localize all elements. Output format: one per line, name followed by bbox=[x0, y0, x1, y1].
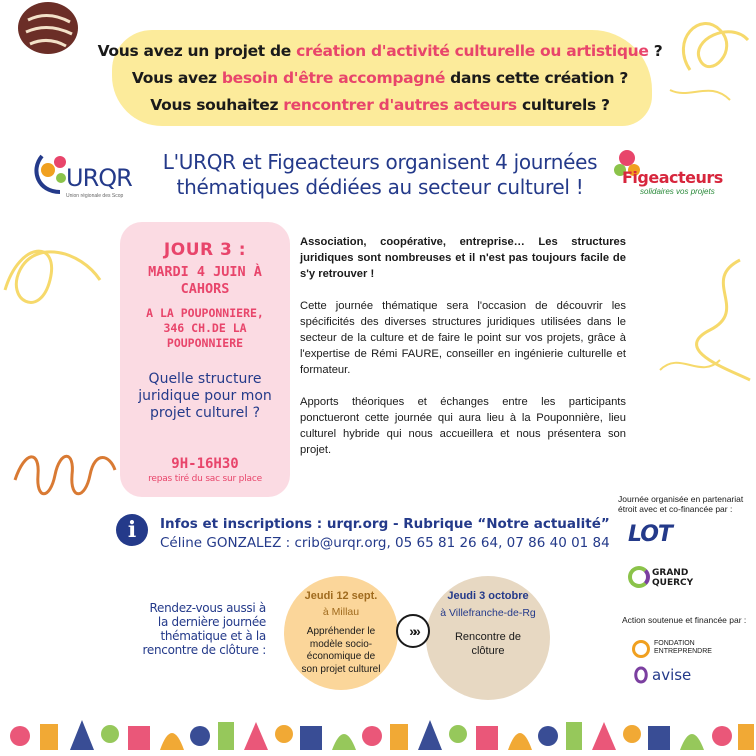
event-description bbox=[300, 234, 626, 474]
partner-note: Journée organisée en partenariat étroit avec et co-financée par : bbox=[618, 494, 744, 514]
rdv-line-2: la dernière journée bbox=[157, 615, 266, 629]
lot-logo: LOT bbox=[628, 522, 672, 547]
left-loops-decoration bbox=[10, 440, 120, 520]
chevrons-right-icon: »» bbox=[396, 614, 430, 648]
footer-culture-illustrations bbox=[0, 706, 756, 756]
day-question-line-2: juridique pour mon bbox=[138, 388, 272, 404]
top-right-swirl-decoration bbox=[660, 0, 756, 110]
headline bbox=[90, 38, 670, 119]
event-villefranche-place: à Villefranche-de-Rg bbox=[440, 607, 536, 619]
rdv-line-4: rencontre de clôture : bbox=[142, 643, 266, 657]
top-left-scribble-decoration bbox=[0, 0, 90, 80]
urqr-logo-subtitle: Union régionale des Scop bbox=[66, 193, 124, 199]
left-mid-scribble-decoration bbox=[0, 230, 110, 320]
grand-quercy-line-1: GRAND bbox=[652, 568, 689, 578]
description-paragraph-3: Apports théoriques et échanges entre les participants ponctueront cette journée qui aura lieu à la Pouponnière, lieu culturel hybride qui nous accueillera et nous présentera son projet. bbox=[300, 396, 626, 456]
urqr-logo-text: URQR bbox=[66, 164, 132, 192]
event-villefranche-topic bbox=[436, 630, 540, 658]
event1-line-3: économique de bbox=[306, 651, 376, 662]
description-paragraph-2: Cette journée thématique sera l'occasion de découvrir les spécificités des diverses structures juridiques utilisées dans le secteur de la culture et de faire le point sur vos projets, grâce à l'expertise de Rémi FAURE, conseiller en ingénierie culturelle et formateur. bbox=[300, 300, 626, 376]
day-theme-question bbox=[126, 371, 284, 422]
grand-quercy-logo bbox=[652, 568, 693, 588]
headline-line-2: Vous avez besoin d'être accompagné dans cette création ? bbox=[131, 69, 629, 87]
title-line-2: thématiques dédiées au secteur culturel ! bbox=[176, 175, 584, 199]
right-mid-scribble-decoration bbox=[640, 250, 756, 390]
day-date-line-1: MARDI 4 JUIN À bbox=[148, 264, 262, 280]
next-events-intro bbox=[120, 601, 266, 657]
event-villefranche-date: Jeudi 3 octobre bbox=[447, 590, 529, 602]
avise-logo: avise bbox=[652, 666, 692, 684]
fondation-entreprendre-logo-mark bbox=[632, 640, 650, 658]
fondation-entreprendre-logo bbox=[654, 640, 712, 656]
event1-line-2: modèle socio- bbox=[309, 638, 373, 650]
avise-logo-mark bbox=[632, 666, 650, 684]
urqr-logo-mark bbox=[34, 152, 70, 196]
grand-quercy-logo-mark bbox=[628, 566, 650, 588]
event1-line-1: Appréhender le bbox=[306, 626, 376, 637]
fondation-line-1: FONDATION bbox=[654, 640, 695, 647]
contact-info[interactable]: Céline GONZALEZ : crib@urqr.org, 05 65 81 26 64, 07 86 40 01 84 bbox=[160, 535, 610, 551]
event2-line-1: Rencontre de bbox=[454, 631, 522, 643]
event2-line-2: clôture bbox=[471, 645, 505, 657]
rdv-line-3: thématique et à la bbox=[160, 629, 266, 643]
day-venue bbox=[126, 306, 284, 351]
day-venue-line-2: 346 CH.DE LA bbox=[163, 321, 247, 335]
info-icon: i bbox=[116, 514, 148, 546]
event-millau-topic bbox=[294, 626, 388, 676]
event-millau-place: à Millau bbox=[322, 606, 360, 618]
rdv-line-1: Rendez-vous aussi à bbox=[149, 601, 266, 615]
day-venue-line-3: POUPONNIERE bbox=[166, 336, 244, 350]
day-hours: 9H-16H30 bbox=[171, 456, 239, 472]
grand-quercy-line-2: QUERCY bbox=[652, 578, 694, 588]
day-date-line-2: CAHORS bbox=[180, 281, 230, 297]
event-millau-date: Jeudi 12 sept. bbox=[304, 590, 378, 602]
day-question-line-3: projet culturel ? bbox=[150, 405, 260, 421]
day-question-line-1: Quelle structure bbox=[148, 371, 262, 387]
description-lead: Association, coopérative, entreprise… Les structures juridiques sont nombreuses et il n'est pas toujours facile de s'y retrouver ! bbox=[300, 236, 626, 280]
day-venue-line-1: A LA POUPONNIERE, bbox=[146, 306, 264, 320]
registration-info[interactable]: Infos et inscriptions : urqr.org - Rubrique “Notre actualité” bbox=[160, 516, 610, 532]
figeacteurs-logo-subtitle: solidaires vos projets bbox=[640, 187, 715, 196]
headline-line-1: Vous avez un projet de création d'activité culturelle ou artistique ? bbox=[97, 42, 663, 60]
fondation-line-2: ENTREPRENDRE bbox=[654, 648, 712, 655]
day-meal-note: repas tiré du sac sur place bbox=[148, 474, 262, 484]
page-title bbox=[160, 150, 600, 200]
funding-note: Action soutenue et financée par : bbox=[622, 615, 747, 625]
figeacteurs-logo-text: Figeacteurs bbox=[622, 168, 723, 187]
event1-line-4: son projet culturel bbox=[301, 663, 381, 675]
title-line-1: L'URQR et Figeacteurs organisent 4 journées bbox=[162, 150, 598, 174]
day-title: JOUR 3 : bbox=[163, 240, 247, 260]
headline-line-3: Vous souhaitez rencontrer d'autres acteurs culturels ? bbox=[150, 96, 610, 114]
day-date bbox=[126, 264, 284, 298]
